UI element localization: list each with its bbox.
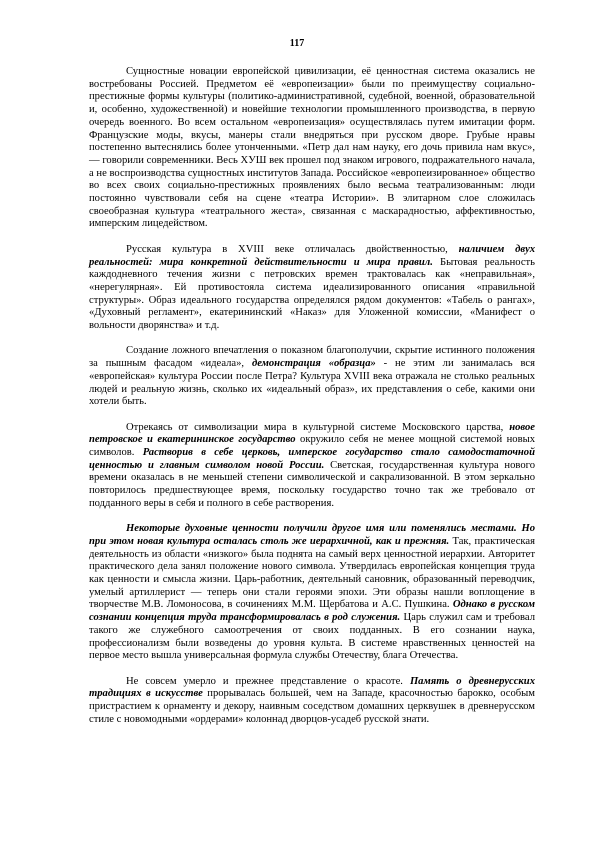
paragraph-gap [89,409,535,422]
body-text: Создание ложного впечатления о показном благополучии, скрытие истинного положения за пышным фасадом «идеала», [89,345,535,370]
body-text: Бытовая реальность каждодневного течения жизни с петровских времен трактовалась как «неправильная», «нерегулярная». Ей противостояла система идеализированного описания «правильной структуры». Образ идеального государства определялся рядом документов: «Табель о рангах», «Духовный регламент», екатерининский «Наказ» для Уложенной комиссии, «Манифест о вольности дворянства» и т.д. [89,256,535,332]
body-text: Светская, государственная культура нового времени оказалась в не меньшей степени символической и сакрализованной. В этом зеркально повторилось предшествующее время, поскольку государство точно так же требовало от подданного веры в себя и полного в себе растворения. [89,459,536,509]
paragraph [89,244,535,333]
body-text: Не совсем умерло и прежнее представление о красоте. [126,675,410,687]
body-text: Сущностные новации европейской цивилизации, её ценностная система оказались не востребованы Россией. Предметом её «европеизации» были по преимуществу социально-престижные формы культуры (политико-административной, судебной, военной, образовательной и, особенно, художественной) и новейшие технологии промышленного производства, в первую очередь военного. Во всем остальном «европеизация» осуществлялась путем имитации форм. Французские моды, вкусы, манеры стали внедряться при русском дворе. Грубые нравы постепенно вытеснялись более утонченными. «Петр дал нам науку, его дочь привила нам вкус», — говорили современники. Весь ХУШ век прошел под знаком игрового, подражательного начала, а не воспроизводства сущностных институтов Запада. Российское «европеизированное» общество во всех своих социально-престижных проявлениях было весьма театрализованным: люди постоянно чувствовали себя на сцене «театра Истории». В элитарном слое сложилась своеобразная культура «театрального жеста», связанная с маскарадностью, аффективностью, имперским лицедейством. [89,66,535,230]
body-text: - не этим ли занималась вся «европейская» культура России после Петра? Культура XVIII века отражала не столько реальных людей и реальную жизнь, сколько их «идеальный образ», их представления о себе, какими они хотели быть. [89,358,535,408]
paragraph-gap [89,511,535,524]
paragraph [89,676,535,727]
paragraph [89,523,535,663]
emphasis-text: Некоторые духовные ценности получили другое имя или поменялись местами. Но при этом новая культура осталась столь же иерархичной, как и прежняя. [89,523,535,547]
paragraph-gap [89,231,535,244]
emphasis-text: Однако в русском сознании концепция труда трансформировалась в род служения. [89,599,535,624]
emphasis-text: демонстрация «образца» [251,358,376,370]
paragraph [89,345,535,409]
emphasis-text: новое петровское и екатерининское государство [89,421,535,446]
paragraph-gap [89,663,535,676]
emphasis-text: наличием двух реальностей: мира конкретной действительности и мира правил. [89,243,535,268]
body-text: прорывалась большей, чем на Западе, красочностью барокко, особым пристрастием к орнаменту и декору, наивным соседством домашних церквушек в древнерусском стиле с новомодными «ордерами» колоннад дворцов-усадеб русской знати. [89,688,535,725]
emphasis-text: Память о древнерусских традициях в искусстве [89,675,535,700]
body-text: Отрекаясь от символизации мира в культурной системе Московского царства, [126,421,510,433]
body-text: Царь служил сам и требовал такого же служебного самоотречения от своих подданных. В его сознании наука, профессионализм были возведены до уровня культа. В системе нравственных ценностей на первое место вышла универсальная формула службы Отечеству, блага Отечества. [89,612,535,662]
body-text: окружило себя не менее мощной системой новых символов. [89,434,535,459]
body-text: Русская культура в XVIII веке отличалась двойственностью, [126,243,459,255]
body-text: Так, практическая деятельность из области «низкого» была поднята на самый верх ценностной иерархии. Авторитет практического дела занял положение нового символа. Утвердилась европейская концепция труда как ценности и смысла жизни. Царь-работник, деятельный сановник, образованный переводчик, умелый артиллерист — теперь они стали героями эпохи. Эти образы нашли воплощение в творчестве М.В. Ломоносова, в сочинениях М.М. Щербатова и А.С. Пушкина. [89,535,535,611]
paragraph-gap [89,333,535,346]
emphasis-text: Растворив в себе церковь, имперское государство стало самодостаточной ценностью и главным символом новой России. [89,447,535,471]
paragraph [89,422,535,511]
document-body [89,66,535,726]
page-number: 117 [289,38,305,49]
paragraph [89,66,535,231]
